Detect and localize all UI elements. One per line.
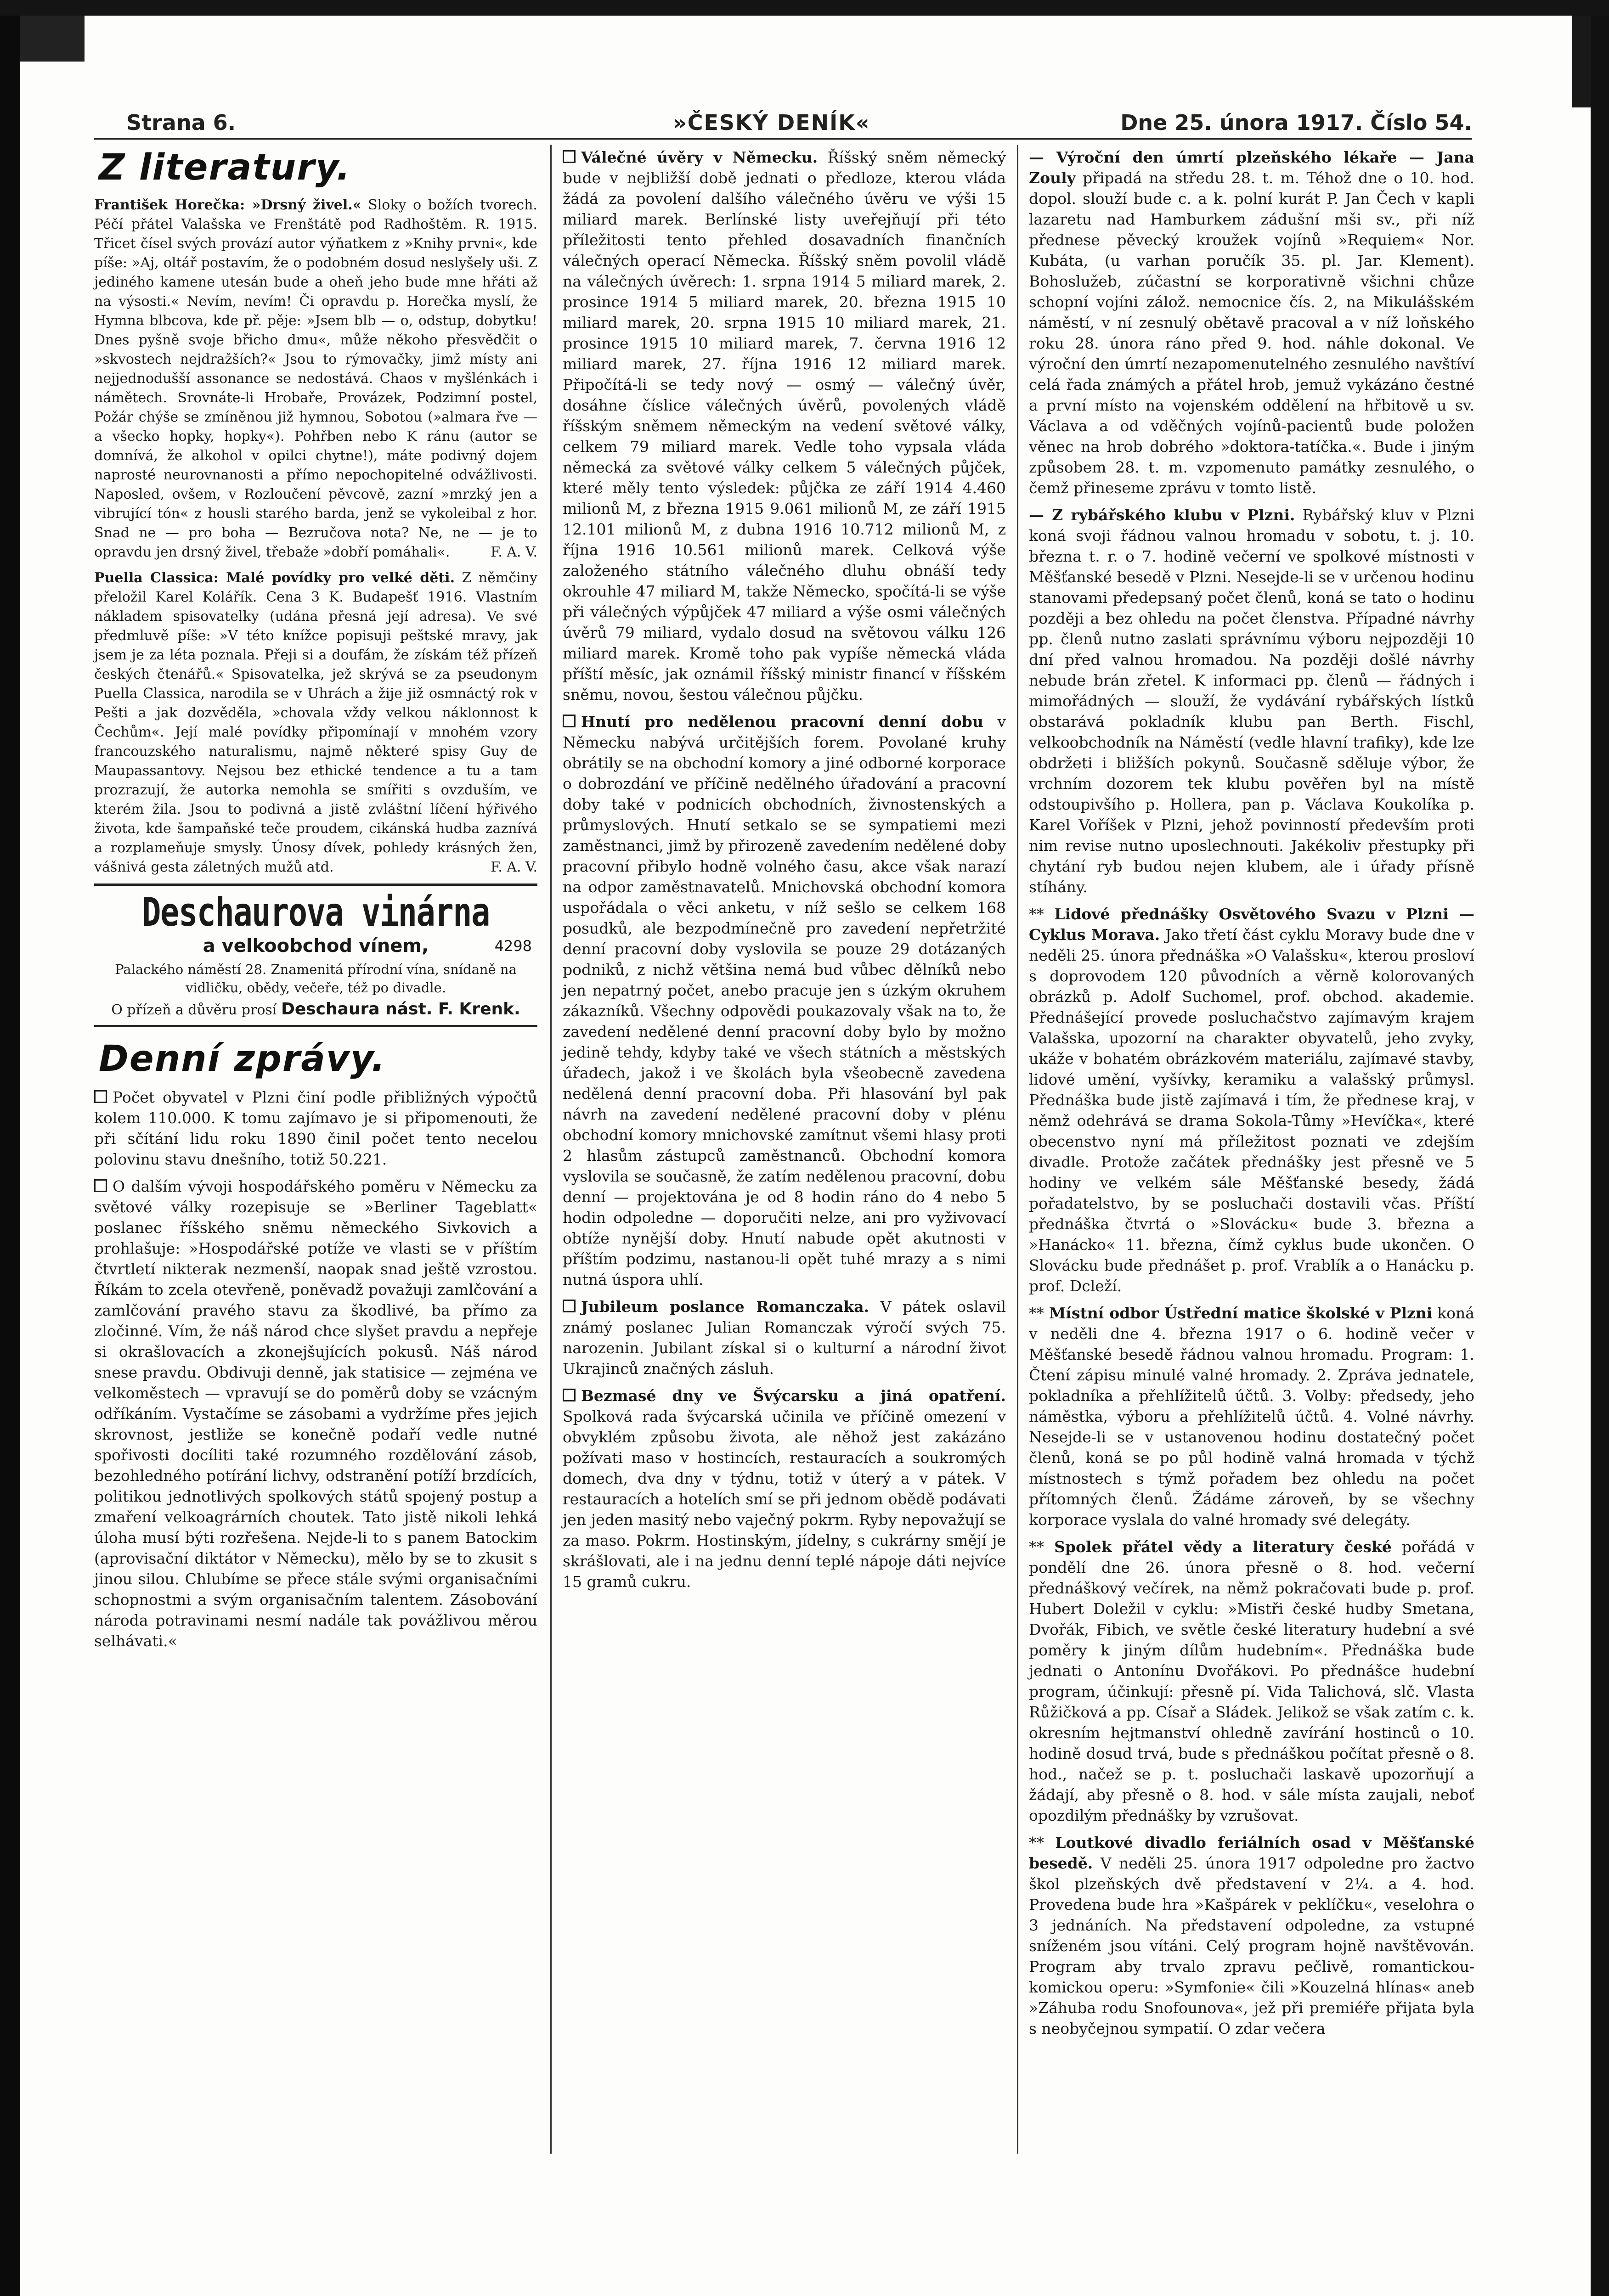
square-bullet-icon xyxy=(94,1090,107,1103)
film-mark-top-right xyxy=(1572,16,1591,107)
film-edge-right xyxy=(1591,0,1609,2296)
square-bullet-icon xyxy=(563,715,576,727)
article-war-credits: Válečné úvěry v Německu. Říšský sněm německý bude v nejbližší době jednati o předloze, kterou vláda žádá za povolení dalšího válečného úvěru ve výši 15 miliard marek. Berlínské listy uveřejňují při této příležitosti tento přehled dosavadních finančních válečných operací Německa. Říšský sněm povolil vládě na válečných úvěrech: 1. srpna 1914 5 miliard marek, 2. prosince 1914 5 miliard marek, 20. března 1915 10 miliard marek, 20. srpna 1915 10 miliard marek, 21. prosince 1915 10 miliard marek, 7. června 1916 12 miliard marek, 27. října 1916 12 miliard marek. Připočítá-li se tedy nový — osmý — válečný úvěr, dosáhne číslice válečných úvěrů, povolených vládě říšským sněmem německým na vedení světové války, celkem 79 miliard marek. Vedle toho vypsala vláda německá za světové války celkem 5 válečných půjček, které měly tento výsledek: půjčka ze září 1914 4.460 milionů M, z března 1915 9.061 milionů M, ze září 1915 12.101 milionů M, z dubna 1916 10.712 milionů M, z října 1916 10.561 milionů marek. Celková výše založeného státního válečného dluhu obnáší tedy okrouhle 47 miliard M, takže Německo, spočítá-li se výše při válečných výpůjček 47 miliard a výše osmi válečných úvěrů 79 miliard, vydalo dosud na světovou válku 126 miliard marek. Kromě toho pak vypíše německá vláda příští měsíc, jak oznámil říšský ministr financí v říšském sněmu, novou, šestou válečnou půjčku. xyxy=(563,148,1006,703)
article-switzerland: Bezmasé dny ve Švýcarsku a jiná opatření. Spolková rada švýcarská učinila ve příčině omezení v obvyklém způsobu života, ale něhož jest zakázáno požívati maso v hostincích, restauracích a soukromých domech, dva dny v týdnu, totiž v úterý a v pátek. V restauracích a hotelích smí se při jednom obědě podávati jen jeden masitý nebo vaječný pokrm. Ryby nepovažují se za maso. Pokrm. Hostinským, jídelny, s cukrárny smějí je skrášlovati, ale i na jednu denní teplé nápoje dáti nejvíce 15 gramů cukru. xyxy=(563,1387,1006,1591)
issue-date: Dne 25. února 1917. Číslo 54. xyxy=(1120,110,1472,135)
page-number: Strana 6. xyxy=(126,110,236,135)
square-bullet-icon xyxy=(94,1179,107,1192)
page-header xyxy=(94,110,1472,138)
ad-subtitle: a velkoobchod vínem, 4298 xyxy=(203,935,532,957)
square-bullet-icon xyxy=(563,1389,576,1401)
article-science-society: ** Spolek přátel vědy a literatury české pořádá v pondělí dne 26. února přesně o 8. hod. večerní přednáškový večírek, na němž pokračovati bude p. prof. Hubert Doležil v cyklu: »Mistři české hudby Smetana, Dvořák, Fibich, ve světle české literatury hudební a své poměry k jiným dílům hudebním«. Přednáška bude jednati o Antonínu Dvořákovi. Po přednášce hudební program, účinkují: přesně pí. Vida Talichová, slč. Vlasta Růžičková a pp. Císař a Sládek. Jelikož se však zatím c. k. okresním hejtmanství ohledně zavírání hostinců o 10. hodině dosud trvá, bude s přednáškou počítat přesně o 8. hod., načež se p. t. posluchači laskavě upozorňují a žádají, aby přesně o 8. hod. v sále místa zaujali, neboť opozdilým přednášky by vzrušovat. xyxy=(1029,1538,1474,1824)
film-edge-top xyxy=(0,0,1609,16)
ad-number: 4298 xyxy=(494,937,532,955)
article-working-hours: Hnutí pro nedělenou pracovní denní dobu v Německu nabývá určitějších forem. Povolané kruhy obrátily se na obchodní komory a jiné odborné korporace o dobrozdání ve příčině nedělného úřadování a pracovní doby také v podnicích obchodních, živnostenských a průmyslových. Hnutí setkalo se se sympatiemi mezi zaměstnanci, jimž by přirozeně zavedením nedělené doby pracovní přibylo hodně volného času, akce však narazí na odpor zaměstnavatelů. Mnichovská obchodní komora uspořádala o věci anketu, v níž sešlo se celkem 168 posudků, ale bezpodmínečně pro zavedení nepřetržité denní pracovní doby vyslovila se pouze 29 dotázaných podniků, z nichž většina nemá bud vůbec dělníků nebo jen nepatrný počet, anebo pracuje jen s úzkým okruhem zákazníků. Všechny odpovědi poukazovaly však na to, že zavedení nedělené denní pracovní doby bylo by možno jedině tehdy, kdyby také ve všech státních a městských úřadech, jakož i ve školách byla všeobecně zavedena nedělená denní pracovní doba. Při hlasování byl pak návrh na zavedení nedělené pracovní doby v plénu obchodní komory mnichovské zamítnut všemi hlasy proti 2 hlasům zástupců zaměstnanců. Obchodní komora vyslovila se současně, že zatím nedělenou pracovní, dobu denní — projektována je od 8 hodin ráno do 4 nebo 5 hodin odpoledne — doporučiti nelze, ani pro vyživovací obtíže nynější doby. Hnutí nabude opět akutnosti v příštím podzimu, nastanou-li opět tuhé mrazy a s nimi nutná úspora uhlí. xyxy=(563,713,1006,1289)
header-rule xyxy=(94,138,1472,140)
article-school-matice: ** Místní odbor Ústřední matice školské v Plzni koná v neděli dne 4. března 1917 o 6. hodině večer v Měšťanské besedě řádnou valnou hromadu. Program: 1. Čtení zápisu minulé valné hromady. 2. Zpráva jednatele, pokladníka a přehlížitelů účtů. 3. Volby: předsedy, jeho náměstka, výboru a přehlížitelů účtů. 4. Volné návrhy. Nesejde-li se v ustanovenou hodinu dostatečný počet členů, koná se po půl hodině valná hromada v týchž místnostech s týmž pořadem bez ohledu na počet přítomných členů. Žádáme zároveň, by se všechny korporace vyslala do valné hromady své delegáty. xyxy=(1029,1304,1474,1529)
film-edge-left xyxy=(0,0,20,2296)
column-divider-1 xyxy=(550,145,552,2154)
column-1 xyxy=(94,147,537,1658)
article-zoula-anniversary: — Výroční den úmrtí plzeňského lékaře — Jana Zouly připadá na středu 28. t. m. Téhož dne o 10. hod. dopol. slouží bude c. a k. polní kurát P. Jan Čech v kapli lazaretu nad Hamburkem zádušní mši sv., při níž přednese pěvecký kroužek vojínů »Requiem« Nor. Kubáta, (u varhan poručík 35. pl. Jar. Klement). Bohoslužeb, zúčastní se korporativně všichni chůze schopní vojíni zálož. nemocnice čís. 2, na Mikulášském náměstí, v ní zesnulý obětavě pracoval a v níž loňského roku 28. února ráno před 9. hod. náhle dokonal. Ve výroční den úmrtí nezapomenutelného zesnulého navštíví celá řada známých a přátel hrob, jemuž vykázáno čestné a první místo na vojenském oddělení na hřbitově u sv. Václava a od vděčných vojínů-pacientů bude položen věnec na hrob dobrého »doktora-tatíčka.«. Bude i jiným způsobem 28. t. m. vzpomenuto památky zesnulého, o čemž přineseme zprávu v tomto listě. xyxy=(1029,148,1474,497)
square-bullet-icon xyxy=(563,150,576,163)
newspaper-title: »ČESKÝ DENÍK« xyxy=(673,110,870,135)
news-economy: O dalším vývoji hospodářského poměru v Německu za světové války rozepisuje se »Berliner Tageblatt« poslanec říšského sněmu německého Sivkovich a prohlašuje: »Hospodářské potíže ve vlasti se v příštím čtvrtletí nikterak nezmenší, naopak snad ještě vzrostou. Říkám to zcela otevřeně, poněvadž považuji zamlčování a zamlčování pravého stavu za škodlivé, ba přímo za zločinné. Vím, že náš národ chce slyšet pravdu a nepřeje si okrašlovacích a zkonejšujících pokusů. Náš národ snese pravdu. Obdivuji denně, jak statisice — zejména ve velkoměstech — vpravují se do poměrů doby se vzácným odříkáním. Vystačíme se zásobami a vydržíme přes jejich skrovnost, jestliže se konečně podaří vedle nutné spořivosti docíliti také rozumného rozdělování zásob, bezohledného potírání lichvy, odstranění potíží brzdících, politikou jednotlivých spolkových států spojený postup a zmaření velkoagrárních choutek. Tato jistě nikoli lehká úloha musí býti rozřešena. Nejde-li to s panem Batockim (aprovisační diktátor v Německu), mělo by se to zkusit s jinou silou. Chlubíme se přece stále svými organisačními schopnostmi a svým organisačním talentem. Zásobování národa potravinami nesmí nadále tak povážlivou měrou selhávati.« xyxy=(94,1177,537,1650)
article-romanczak: Jubileum poslance Romanczaka. V pátek oslavil známý poslanec Julian Romanczak výročí svých 75. narozenin. Jubilant získal si o kulturní a národní život Ukrajinců značných zásluh. xyxy=(563,1298,1006,1378)
review-horecka: František Horečka: »Drsný živel.« Sloky o božích tvorech. Péčí přátel Valašska ve Frenštátě pod Radhoštěm. R. 1915. Třicet čísel svých provází autor výňatkem z »Knihy prvni«, kde píše: »Aj, oltář postavím, že o podobném dosud neslyšely uši. Z jediného kamene utesán bude a oheň jeho bude mne hřáti až na výsosti.« Nevím, nevím! Či opravdu p. Horečka myslí, že Hymna blbcova, kde př. pěje: »Jsem blb — o, odstup, dobytku! Dnes pyšně svoje břicho dmu«, může někoho přesvědčit o »skvostech nejdražších?« Jsou to rýmovačky, jimž místy ani nejjednodušší assonance se nedostává. Chaos v myšlénkách i námětech. Srovnáte-li Hrobaře, Provázek, Podzimní postel, Požár chýše se zmíněnou již hymnou, Sobotou (»almara řve — a všecko hopky, hopky«). Pohřben nebo K ránu (autor se domnívá, že alkohol v opilci chytne!), máte podivný dojem naprosté neurovnanosti a přímo nepochopitelné odvážlivosti. Naposled, ovšem, v Rozloučení pěvcově, zazní »mrzký jen a vibrující tón« z housli starého barda, jenž se vykoleibal z hor. Snad ne — pro boha — Bezručova nota? Ne, ne — je to opravdu jen drsný živel, třebaže »dobří pomáhali«. F. A. V. xyxy=(94,197,537,560)
news-population: Počet obyvatel v Plzni činí podle přibližných výpočtů kolem 110.000. K tomu zajímavo je si připomenouti, že při sčítání lidu roku 1890 činil počet tento necelou polovinu stavu dnešního, totiž 50.221. xyxy=(94,1088,537,1168)
article-lectures-moravia: ** Lidové přednášky Osvětového Svazu v Plzni — Cyklus Morava. Jako třetí část cyklu Moravy bude dne v neděli 25. února přednáška »O Valašsku«, kterou prosloví s doprovodem 120 původních a věrně kolorovaných obrázků p. Adolf Suchomel, prof. obchod. akademie. Přednášející provede posluchačstvo zajímavým krajem Valašska, upozorní na charakter obyvatelů, jeho zvyky, ukáže v bohatém obrázkovém materiálu, zajímavé stavby, lidové umění, vyšívky, keramiku a valašský průmysl. Přednáška bude jistě zajímavá i tím, že přednese kraj, v němž odehrává se drama Sokola-Tůmy »Hevíčka«, které obecenstvo nyní má příležitost poznati ve zdejším divadle. Protože začátek přednášky jest přesně ve 5 hodiny ve velkém sále Měšťanské besedy, žádá pořadatelstvo, by se posluchači dostavili včas. Příští přednáška čtvrtá o »Slovácku« bude 3. března a »Hanácko« 11. března, čímž cyklus bude ukončen. O Slovácku bude přednášet p. prof. Vrablík a o Hanácku p. prof. Dcleží. xyxy=(1029,905,1474,1295)
column-3 xyxy=(1029,147,1474,2045)
section-title-daily-news: Denní zprávy. xyxy=(99,1038,386,1080)
ad-title: Deschaurova vinárna xyxy=(142,889,490,935)
film-mark-top-left xyxy=(20,16,85,62)
column-divider-2 xyxy=(1017,145,1018,2154)
square-bullet-icon xyxy=(563,1300,576,1312)
column-2 xyxy=(563,147,1006,1598)
advertisement-deschaurova xyxy=(94,884,537,1027)
article-puppet-theatre: ** Loutkové divadlo feriálních osad v Měšťanské besedě. V neděli 25. února 1917 odpoledne pro žactvo škol plzeňských dvě představení v 2¼. a 4. hod. Provedena bude hra »Kašpárek v peklíčku«, veselohra o 3 jednáních. Na představení odpoledne, za vstupné sníženém jsou vítáni. Celý program hojně navštěvován. Program aby trvalo zpravu pečlivě, romantickou-komickou operu: »Symfonie« čili »Kouzelná hlínas« aneb »Záhuba rodu Snofounova«, jež při premiéře přijata byla s neobyčejnou sympatií. O zdar večera xyxy=(1029,1834,1474,2037)
review-puella: Puella Classica: Malé povídky pro velké děti. Z němčiny přeložil Karel Kolářík. Cena 3 K. Budapešť 1916. Vlastním nákladem spisovatelky (udána přesná její adresa). Ve své předmluvě píše: »V této knížce popisuji peštské mravy, jak jsem je za léta poznala. Přeji si a doufám, že získám též přízeň českých čtenářů.« Spisovatelka, jež skrývá se za pseudonym Puella Classica, narodila se v Uhrách a žije již osmnáctý rok v Pešti a jak dozvěděla, »chovala vždy velkou náklonnost k Čechům«. Její malé povídky připomínají v mnohém vzory francouzského naturalismu, najmě některé spisy Guy de Maupassantovy. Nejsou bez ethické tendence a tu a tam prozrazují, že autorka nemohla se smířiti s ovzduším, ve kterém žila. Jsou to podivná a jistě zvláštní líčení hýřivého života, kde šampaňské teče proudem, cikánská hudba zaznívá a rozplameňuje smysly. Únosy dívek, pohledy krásných žen, vášnivá gesta záletných mužů atd. F. A. V. xyxy=(94,570,537,875)
ad-text: Palackého náměstí 28. Znamenitá přírodní vína, snídaně na vidličku, obědy, večeře, též po divadle. xyxy=(115,962,517,996)
ad-footer: O přízeň a důvěru prosí Deschaura nást. F. Krenk. xyxy=(111,1000,520,1019)
article-fishing-club: — Z rybářského klubu v Plzni. Rybářský kluv v Plzni koná svoji řádnou valnou hromadu v sobotu, t. j. 10. března t. r. o 7. hodině večerní ve spolkové místnosti v Měšťanské besedě v Plzni. Nesejde-li se v určenou hodinu stanovami předepsaný počet členů, koná se tato o hodinu později a bez ohledu na počet členstva. Případné návrhy pp. členů nutno zaslati správnímu výboru nejpozději 10 dní před valnou hromadou. Na později došlé návrhy nebude brán zřetel. K informaci pp. členů — řádných i mimořádných — slouží, že vydávání rybářských lístků obstarává pokladník klubu pan Berth. Fischl, velkoobchodník na Náměstí (vedle hlavní trafiky), kde lze obdržeti i bližších pokynů. Současně sděluje výbor, že vrchním dozorem tek klubu pověřen byl na místě odstoupivšího p. Hollera, pan p. Václava Koukolíka p. Karel Voříšek v Plzni, jehož povinností především proti nim revise nutno uposlechnouti. Jakékoliv přestupky při chytání ryb budou nejen klubem, ale i úřady přísně stíhány. xyxy=(1029,506,1474,896)
section-title-literature: Z literatury. xyxy=(99,147,351,188)
